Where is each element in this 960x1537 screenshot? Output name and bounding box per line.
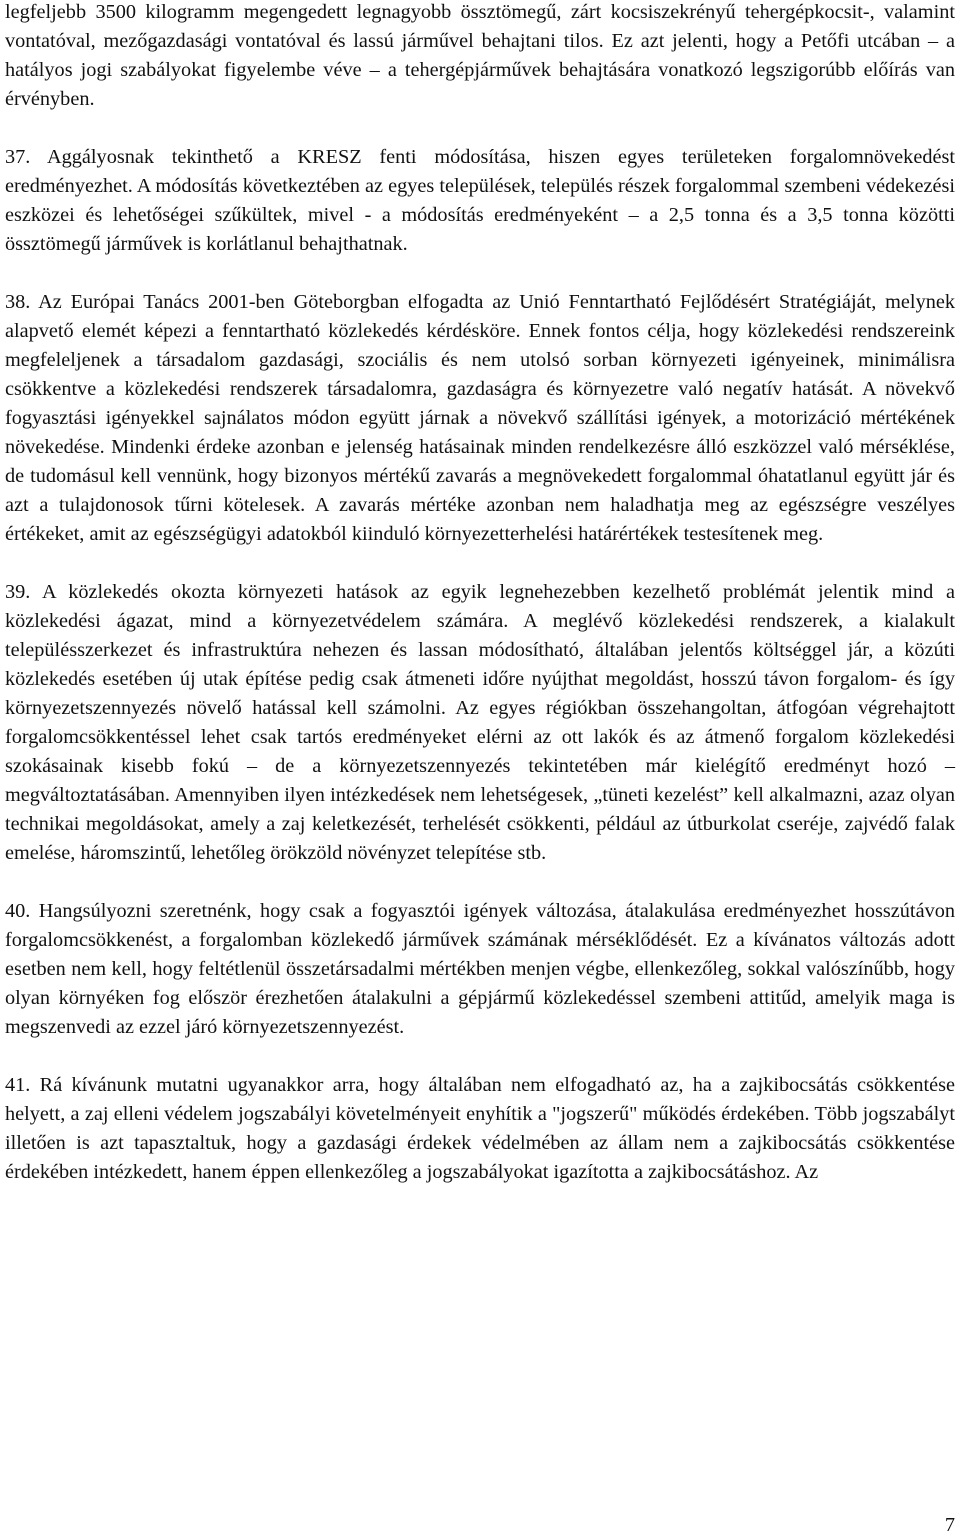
document-page [5, 0, 955, 1187]
paragraph-39: 39. A közlekedés okozta környezeti hatások az egyik legnehezebben kezelhető problémát jelentik mind a közlekedési ágazat, mind a környezetvédelem számára. A meglévő közlekedési rendszerek, a kialakult településszerkezet és infrastruktúra nehezen és lassan módosítható, általában jelentős költséggel jár, a közúti közlekedés esetében új utak építése pedig csak átmeneti időre nyújthat megoldást, hosszú távon forgalom- és így környezetszennyezés növelő hatással kell számolni. Az egyes régiókban összehangoltan, átfogóan végrehajtott forgalomcsökkentéssel lehet csak tartós eredményeket elérni az ott lakók és az átmenő forgalom közlekedési szokásainak kisebb fokú – de a környezetszennyezés tekintetében már kielégítő eredményt hozó – megváltoztatásában. Amennyiben ilyen intézkedések nem lehetségesek, „tüneti kezelést” kell alkalmazni, azaz olyan technikai megoldásokat, amely a zaj keletkezését, terhelését csökkenti, például az útburkolat cseréje, zajvédő falak emelése, háromszintű, lehetőleg örökzöld növényzet telepítése stb. [5, 581, 955, 864]
paragraph-40: 40. Hangsúlyozni szeretnénk, hogy csak a fogyasztói igények változása, átalakulása eredményezhet hosszútávon forgalomcsökkenést, a forgalomban közlekedő járművek számának mérséklődését. Ez a kívánatos változás adott esetben nem kell, hogy feltétlenül összetársadalmi mértékben menjen végbe, ellenkezőleg, sokkal valószínűbb, hogy olyan környéken fog először érezhetően átalakulni a gépjármű közlekedéssel szembeni attitűd, amelyik maga is megszenvedi az ezzel járó környezetszennyezést. [5, 900, 955, 1038]
paragraph-41: 41. Rá kívánunk mutatni ugyanakkor arra, hogy általában nem elfogadható az, ha a zajkibocsátás csökkentése helyett, a zaj elleni védelem jogszabályi követelményeit enyhítik a "jogszerű" működés érdekében. Több jogszabályt illetően is azt tapasztaltuk, hogy a gazdasági érdekek védelmében az állam nem a zajkibocsátás csökkentése érdekében intézkedett, hanem éppen ellenkezőleg a jogszabályokat igazította a zajkibocsátáshoz. Az [5, 1074, 955, 1183]
page-number: 7 [944, 1514, 955, 1536]
paragraph-continuation: legfeljebb 3500 kilogramm megengedett legnagyobb össztömegű, zárt kocsiszekrényű tehergépkocsit-, valamint vontatóval, mezőgazdasági vontatóval és lassú járművel behajtani tilos. Ez azt jelenti, hogy a Petőfi utcában – a hatályos jogi szabályokat figyelembe véve – a tehergépjárművek behajtására vonatkozó legszigorúbb előírás van érvényben. [5, 1, 955, 110]
paragraph-37: 37. Aggályosnak tekinthető a KRESZ fenti módosítása, hiszen egyes területeken forgalomnövekedést eredményezhet. A módosítás következtében az egyes települések, település részek forgalommal szembeni védekezési eszközei és lehetőségei szűkültek, mivel - a módosítás eredményeként – a 2,5 tonna és a 3,5 tonna közötti össztömegű járművek is korlátlanul behajthatnak. [5, 146, 955, 255]
paragraph-38: 38. Az Európai Tanács 2001-ben Göteborgban elfogadta az Unió Fenntartható Fejlődésért Stratégiáját, melynek alapvető elemét képezi a fenntartható közlekedés kérdésköre. Ennek fontos célja, hogy közlekedési rendszereink megfeleljenek a társadalom gazdasági, szociális és nem utolsó sorban környezeti igényeinek, minimálisra csökkentve a közlekedési rendszerek társadalomra, gazdaságra és környezetre való negatív hatását. A növekvő fogyasztási igényekkel sajnálatos módon együtt járnak a növekvő szállítási igények, a motorizáció mértékének növekedése. Mindenki érdeke azonban e jelenség hatásainak minden rendelkezésre álló eszközzel való mérséklése, de tudomásul kell vennünk, hogy bizonyos mértékű zavarás a megnövekedett forgalommal óhatatlanul együtt jár és azt a tulajdonosok tűrni kötelesek. A zavarás mértéke azonban nem haladhatja meg az egészségre veszélyes értékeket, amit az egészségügyi adatokból kiinduló környezetterhelési határértékek testesítenek meg. [5, 291, 955, 545]
